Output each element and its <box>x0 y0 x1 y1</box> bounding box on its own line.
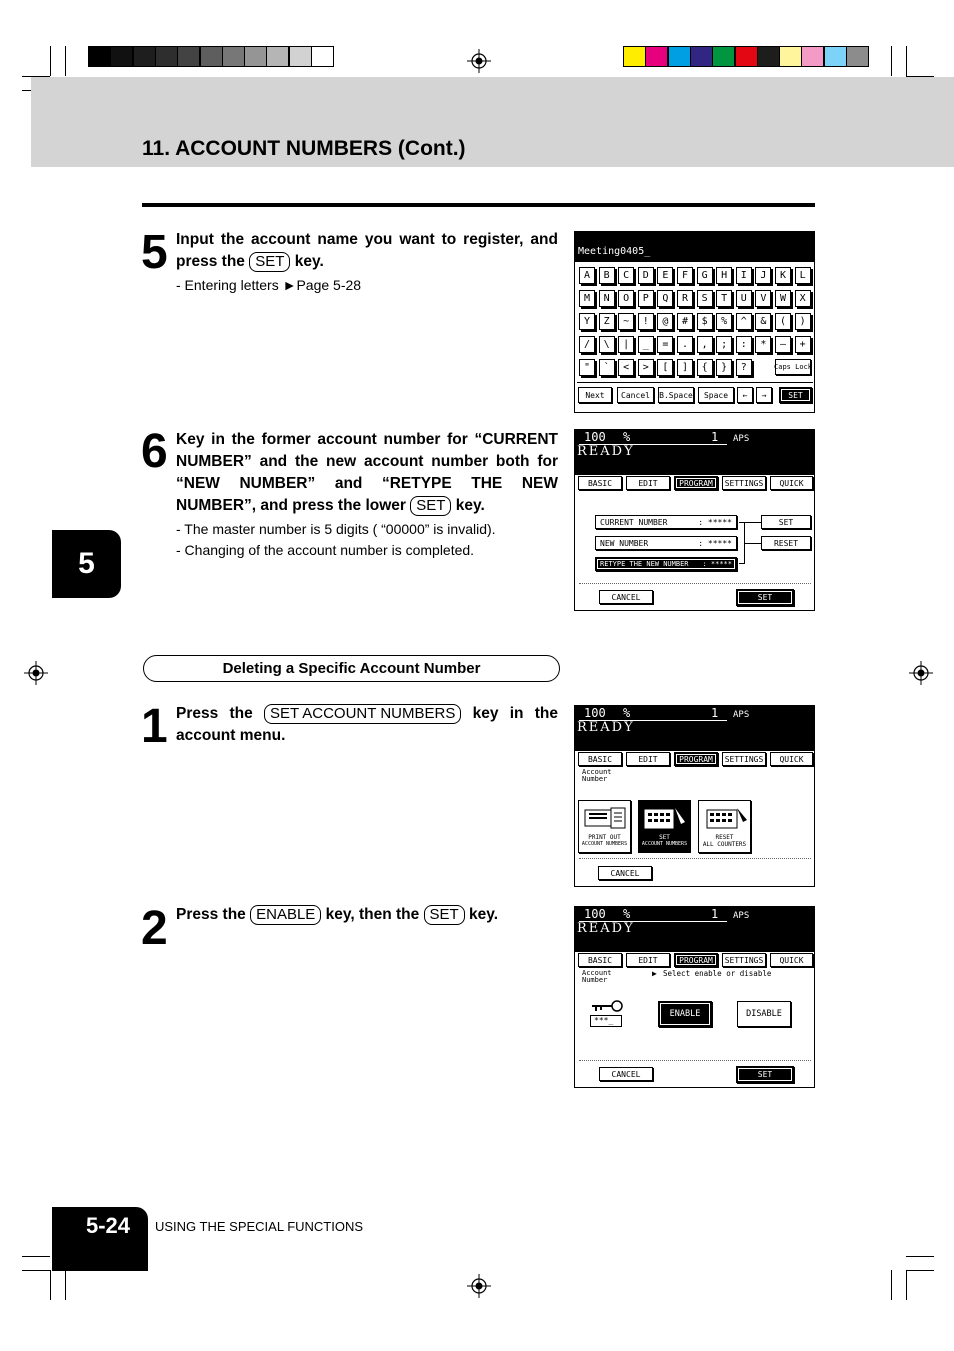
keyboard-key[interactable]: F <box>677 267 693 284</box>
step-note: - The master number is 5 digits ( “00000” is invalid). <box>176 521 496 537</box>
cancel-button[interactable]: Cancel <box>617 387 654 403</box>
icon-label: SET <box>659 834 670 841</box>
zoom-readout: 100 <box>584 706 606 720</box>
percent-sign: % <box>623 706 631 720</box>
color-swatch <box>645 46 668 67</box>
color-swatch <box>690 46 713 67</box>
machine-status: READY <box>577 444 635 459</box>
crop-mark <box>906 46 907 76</box>
keyboard-key[interactable]: E <box>657 267 673 284</box>
left-arrow-button[interactable]: ← <box>737 387 753 403</box>
keyboard-key[interactable]: = <box>657 336 673 353</box>
registration-mark-icon <box>467 49 491 73</box>
label-line: Account <box>582 768 612 776</box>
keyboard-key[interactable]: + <box>795 336 811 353</box>
change-number-screen <box>574 429 815 611</box>
crop-mark <box>906 1270 934 1271</box>
keyboard-key[interactable]: K <box>775 267 791 284</box>
tab-quick[interactable]: QUICK <box>770 752 813 766</box>
keyboard-key[interactable]: A <box>579 267 595 284</box>
tab-program[interactable]: PROGRAM <box>674 476 718 490</box>
field-value: : ***** <box>698 538 732 548</box>
step-note <box>176 275 361 296</box>
step-text: key. <box>455 497 485 514</box>
keyboard-key[interactable]: ? <box>736 359 752 376</box>
crop-mark <box>906 1270 907 1300</box>
keyboard-key[interactable]: ; <box>716 336 732 353</box>
keyboard-key[interactable]: B <box>599 267 615 284</box>
set-button[interactable]: SET <box>779 387 812 403</box>
color-swatch <box>712 46 735 67</box>
account-menu-screen <box>574 705 815 887</box>
keyboard-key[interactable]: , <box>697 336 713 353</box>
machine-status: READY <box>577 921 635 936</box>
new-number-field[interactable] <box>595 536 737 550</box>
keyboard-key[interactable]: ) <box>795 313 811 330</box>
keyboard-key[interactable]: > <box>638 359 654 376</box>
keyboard-key[interactable]: ~ <box>618 313 634 330</box>
step-text: key. <box>294 253 324 270</box>
copy-count: 1 <box>711 430 719 444</box>
field-label: NEW NUMBER <box>600 538 649 548</box>
retype-number-field[interactable] <box>595 557 737 571</box>
tab-edit[interactable]: EDIT <box>626 476 670 490</box>
keyboard-key[interactable]: Q <box>657 290 673 307</box>
section-heading: Deleting a Specific Account Number <box>143 655 560 682</box>
paper-mode: APS <box>733 710 750 720</box>
keyboard-key[interactable]: ` <box>599 359 615 376</box>
keyboard-key[interactable]: M <box>579 290 595 307</box>
tab-settings[interactable]: SETTINGS <box>722 752 766 766</box>
next-button[interactable]: Next <box>578 387 612 403</box>
crop-mark <box>891 46 892 76</box>
keyboard-key[interactable]: . <box>677 336 693 353</box>
space-button[interactable]: Space <box>698 387 734 403</box>
keyboard-key[interactable]: \ <box>599 336 615 353</box>
icon-label: ALL COUNTERS <box>702 841 747 848</box>
caps-lock-key[interactable]: Caps Lock <box>775 359 811 375</box>
keyboard-key[interactable]: " <box>579 359 595 376</box>
percent-sign: % <box>623 907 631 921</box>
divider <box>579 583 811 584</box>
cancel-button[interactable]: CANCEL <box>598 866 652 880</box>
page-number: 5-24 <box>86 1213 131 1238</box>
label-line: Number <box>582 976 608 984</box>
percent-sign: % <box>623 430 631 444</box>
keyboard-key[interactable]: U <box>736 290 752 307</box>
keyboard-key[interactable]: { <box>697 359 713 376</box>
crop-mark <box>65 1270 66 1300</box>
set-bottom-button[interactable]: SET <box>736 589 794 606</box>
registration-mark-icon <box>467 1274 491 1298</box>
keyboard-key[interactable]: X <box>795 290 811 307</box>
chapter-tab: 5 <box>52 530 121 598</box>
keyboard-key[interactable]: L <box>795 267 811 284</box>
step-number: 5 <box>141 226 168 279</box>
keyboard-key[interactable]: — <box>775 336 791 353</box>
keypad-icon <box>641 804 689 832</box>
keyboard-key[interactable]: * <box>755 336 771 353</box>
gray-swatch <box>222 46 245 67</box>
icon-label: RESET <box>715 834 734 841</box>
divider <box>579 858 811 859</box>
crop-mark <box>906 1256 934 1257</box>
keyboard-key[interactable]: $ <box>697 313 713 330</box>
keyboard-key[interactable]: W <box>775 290 791 307</box>
header-rule <box>142 203 815 207</box>
step-text: key, then the <box>325 906 420 923</box>
pointer-triangle-icon: ▶ <box>652 969 657 978</box>
keyboard-key[interactable]: J <box>755 267 771 284</box>
machine-status: READY <box>577 720 635 735</box>
color-swatch <box>735 46 758 67</box>
cancel-button[interactable]: CANCEL <box>599 590 653 604</box>
page-title: 11. ACCOUNT NUMBERS (Cont.) <box>142 137 466 160</box>
menu-label <box>582 769 612 783</box>
color-swatch <box>779 46 802 67</box>
tab-quick[interactable]: QUICK <box>770 476 813 490</box>
connector-line <box>745 522 761 523</box>
step-note: - Changing of the account number is completed. <box>176 542 475 558</box>
cursor: _ <box>608 1016 614 1025</box>
pointer-arrow-icon: ► <box>282 277 297 293</box>
set-account-numbers-button[interactable] <box>638 800 691 853</box>
step-text: Key in the former account number for “CURRENT NUMBER” and the new account number both for “NEW NUMBER” and “RETYPE THE NEW NUMBER”, and press the lower <box>176 431 558 514</box>
page-number-box <box>52 1207 148 1271</box>
backspace-button[interactable]: B.Space <box>658 387 694 403</box>
set-key-label: SET <box>410 496 451 516</box>
field-value: : ***** <box>702 560 732 568</box>
print-out-account-numbers-button[interactable] <box>578 800 631 853</box>
step-number: 1 <box>141 700 168 753</box>
right-arrow-button[interactable]: → <box>756 387 772 403</box>
icon-label: ACCOUNT NUMBERS <box>581 841 628 847</box>
keyboard-key[interactable]: < <box>618 359 634 376</box>
tab-edit[interactable]: EDIT <box>626 953 670 967</box>
keyboard-key[interactable]: P <box>638 290 654 307</box>
keyboard-key[interactable]: % <box>716 313 732 330</box>
label-line: Account <box>582 969 612 977</box>
status-header <box>575 430 814 475</box>
gray-swatch <box>88 46 111 67</box>
step-instruction <box>176 229 558 273</box>
zoom-readout: 100 <box>584 907 606 921</box>
note-text: - Entering letters <box>176 277 279 293</box>
field-value: : ***** <box>698 517 732 527</box>
color-swatch <box>846 46 869 67</box>
key-icon <box>590 999 624 1013</box>
keyboard-key[interactable]: V <box>755 290 771 307</box>
color-swatch <box>757 46 780 67</box>
step-text: Input the account name you want to register, and press the <box>176 231 558 270</box>
keyboard-key[interactable]: Z <box>599 313 615 330</box>
printer-icon <box>581 804 629 832</box>
keyboard-key[interactable]: : <box>736 336 752 353</box>
set-account-numbers-key-label: SET ACCOUNT NUMBERS <box>264 704 461 724</box>
tab-edit[interactable]: EDIT <box>626 752 670 766</box>
step-instruction <box>176 904 558 926</box>
keyboard-key[interactable]: ( <box>775 313 791 330</box>
divider <box>577 382 813 383</box>
input-display <box>575 232 814 262</box>
gray-swatch <box>133 46 156 67</box>
enable-disable-screen <box>574 906 815 1088</box>
prompt-text: Select enable or disable <box>663 969 772 978</box>
gray-swatch <box>266 46 289 67</box>
keyboard-key[interactable]: } <box>716 359 732 376</box>
crop-mark <box>65 46 66 76</box>
icon-label: PRINT OUT <box>588 834 621 841</box>
keyboard-key[interactable]: ^ <box>736 313 752 330</box>
cancel-button[interactable]: CANCEL <box>599 1067 653 1081</box>
keyboard-key[interactable]: H <box>716 267 732 284</box>
keyboard-key[interactable]: / <box>579 336 595 353</box>
keyboard-key[interactable]: & <box>755 313 771 330</box>
tab-settings[interactable]: SETTINGS <box>722 953 766 967</box>
gray-swatch <box>155 46 178 67</box>
note-text: Page 5-28 <box>296 277 362 293</box>
counter-reset-icon <box>701 804 749 832</box>
set-button[interactable]: SET <box>761 515 811 529</box>
crop-mark <box>50 46 51 76</box>
crop-mark <box>891 1270 892 1300</box>
menu-label <box>582 970 612 984</box>
keyboard-key[interactable]: G <box>697 267 713 284</box>
gray-swatch <box>311 46 334 67</box>
gray-swatch <box>200 46 223 67</box>
keyboard-key[interactable]: @ <box>657 313 673 330</box>
set-bottom-button[interactable]: SET <box>736 1066 794 1083</box>
keyboard-key[interactable]: I <box>736 267 752 284</box>
connector-line <box>745 543 761 544</box>
keyboard-key[interactable]: ] <box>677 359 693 376</box>
crop-mark <box>22 1270 50 1271</box>
status-header <box>575 907 814 952</box>
reset-all-counters-button[interactable] <box>698 800 751 853</box>
color-swatch <box>801 46 824 67</box>
icon-label: ACCOUNT NUMBERS <box>641 841 688 847</box>
keyboard-key[interactable]: _ <box>638 336 654 353</box>
color-swatch <box>623 46 646 67</box>
step-text: Press the <box>176 705 253 722</box>
keyboard-key[interactable]: # <box>677 313 693 330</box>
account-name-input[interactable]: Meeting0405_ <box>578 246 651 257</box>
keyboard-key[interactable]: C <box>618 267 634 284</box>
reset-button[interactable]: RESET <box>761 536 811 550</box>
step-text: key. <box>469 906 499 923</box>
registration-mark-icon <box>24 661 48 685</box>
footer-text: USING THE SPECIAL FUNCTIONS <box>155 1219 364 1234</box>
tab-settings[interactable]: SETTINGS <box>722 476 766 490</box>
keyboard-key[interactable]: Y <box>579 313 595 330</box>
keyboard-key[interactable]: R <box>677 290 693 307</box>
keyboard-key[interactable]: [ <box>657 359 673 376</box>
set-key-label: SET <box>424 905 465 925</box>
step-number: 6 <box>141 425 168 478</box>
keyboard-key[interactable]: S <box>697 290 713 307</box>
paper-mode: APS <box>733 434 750 444</box>
current-number-field[interactable] <box>595 515 737 529</box>
tab-basic[interactable]: BASIC <box>578 476 622 490</box>
step-instruction <box>176 429 558 517</box>
crop-mark <box>22 1256 50 1257</box>
paper-mode: APS <box>733 911 750 921</box>
field-label: CURRENT NUMBER <box>600 517 668 527</box>
tab-basic[interactable]: BASIC <box>578 953 622 967</box>
masked-code-box <box>590 1015 622 1027</box>
status-header <box>575 706 814 751</box>
tab-quick[interactable]: QUICK <box>770 953 813 967</box>
set-key-label: SET <box>249 252 290 272</box>
keyboard-key[interactable]: N <box>599 290 615 307</box>
step-text: Press the <box>176 906 246 923</box>
keyboard-key[interactable]: | <box>618 336 634 353</box>
step-number: 2 <box>141 902 168 955</box>
gray-swatch <box>110 46 133 67</box>
color-swatch <box>824 46 847 67</box>
field-label: RETYPE THE NEW NUMBER <box>600 560 689 568</box>
copy-count: 1 <box>711 907 719 921</box>
crop-mark <box>50 1270 51 1300</box>
keyboard-screen <box>574 231 815 413</box>
masked-code: *** <box>594 1016 609 1025</box>
copy-count: 1 <box>711 706 719 720</box>
divider <box>579 1060 811 1061</box>
keyboard-key[interactable]: ! <box>638 313 654 330</box>
gray-swatch <box>244 46 267 67</box>
step-text: key in the account menu. <box>176 705 558 744</box>
enable-button[interactable]: ENABLE <box>658 1001 712 1027</box>
zoom-readout: 100 <box>584 430 606 444</box>
enable-key-label: ENABLE <box>250 905 321 925</box>
keyboard-key[interactable]: D <box>638 267 654 284</box>
gray-swatch <box>289 46 312 67</box>
keyboard-key[interactable]: T <box>716 290 732 307</box>
tab-basic[interactable]: BASIC <box>578 752 622 766</box>
keyboard-key[interactable]: O <box>618 290 634 307</box>
tab-program[interactable]: PROGRAM <box>674 953 718 967</box>
registration-mark-icon <box>909 661 933 685</box>
tab-program[interactable]: PROGRAM <box>674 752 718 766</box>
color-swatch <box>668 46 691 67</box>
step-instruction <box>176 703 558 747</box>
gray-swatch <box>177 46 200 67</box>
label-line: Number <box>582 775 608 783</box>
disable-button[interactable]: DISABLE <box>737 1001 791 1027</box>
